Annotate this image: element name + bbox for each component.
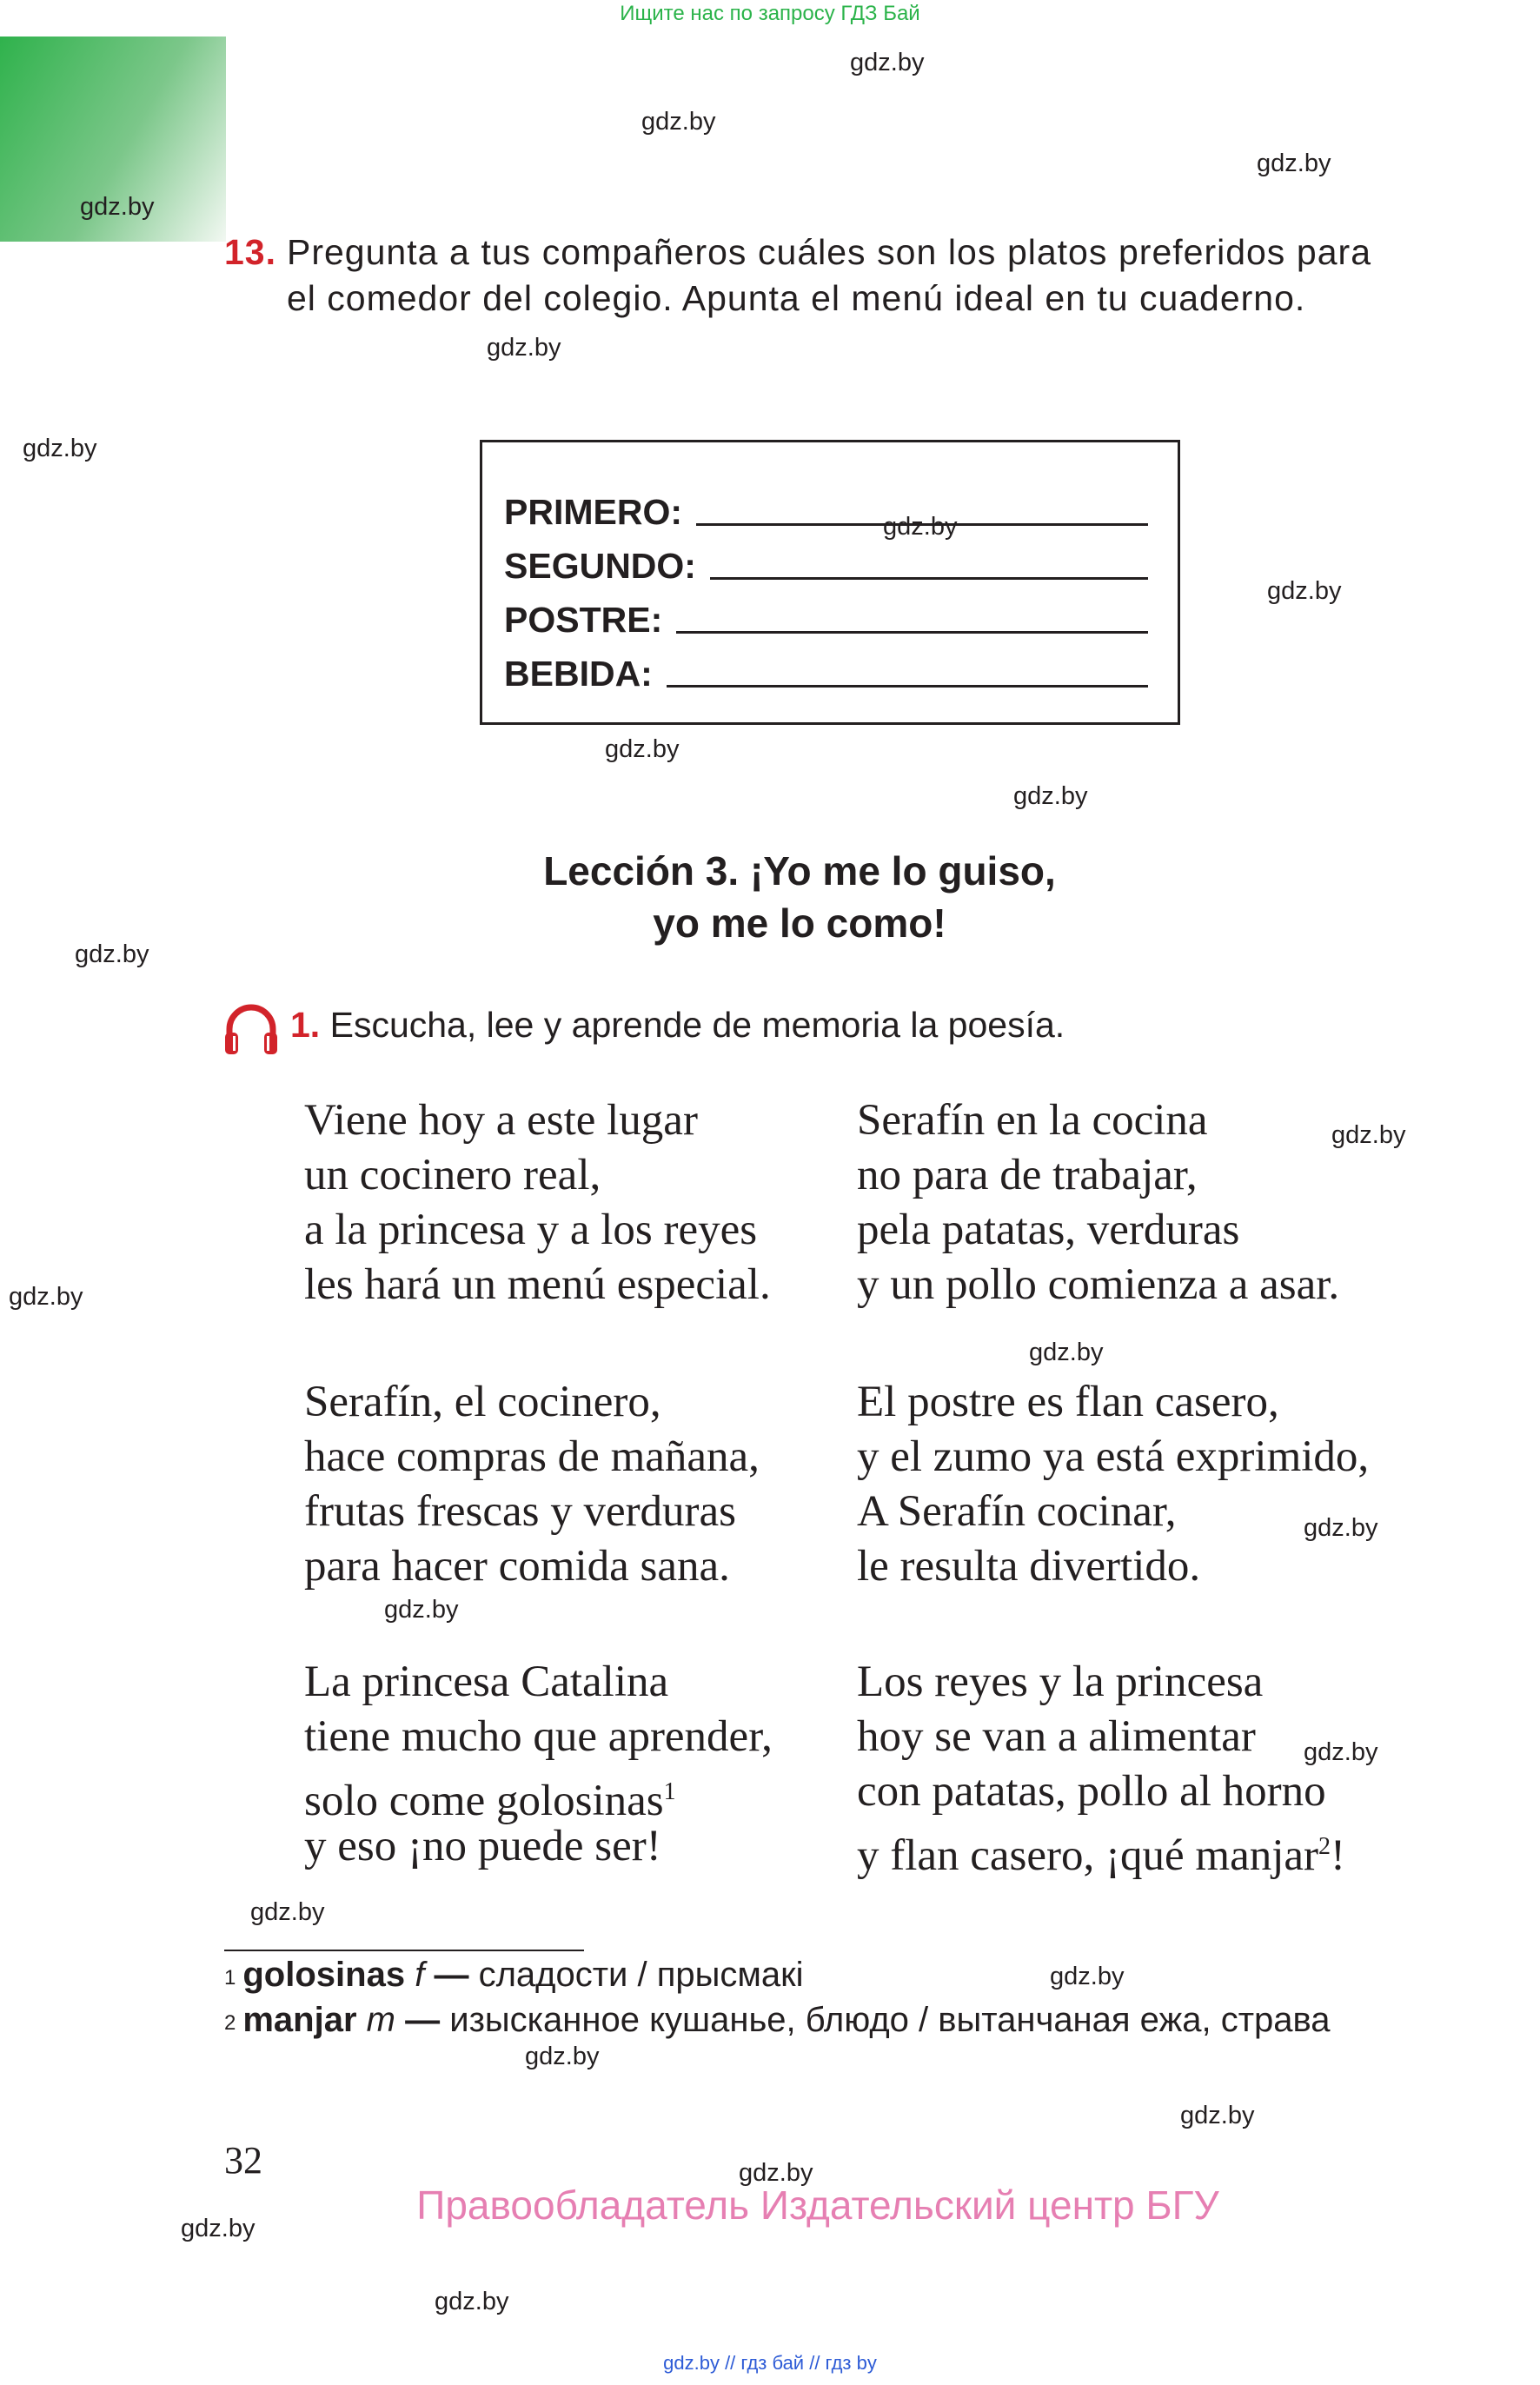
- poem-line: un cocinero real,: [304, 1151, 601, 1199]
- watermark: gdz.by: [1304, 1738, 1378, 1766]
- poem-line: El postre es flan casero,: [857, 1378, 1279, 1426]
- watermark: gdz.by: [435, 2288, 509, 2315]
- watermark: gdz.by: [739, 2159, 813, 2187]
- footnote-divider: [224, 1950, 584, 1951]
- poem-line-end: !: [1331, 1831, 1345, 1880]
- watermark: gdz.by: [1257, 149, 1331, 177]
- poem-line: tiene mucho que aprender,: [304, 1712, 773, 1761]
- watermark: gdz.by: [605, 735, 680, 763]
- poem-line: y el zumo ya está exprimido,: [857, 1432, 1370, 1481]
- menu-row-primero: [504, 481, 1148, 535]
- menu-label: SEGUNDO:: [504, 546, 696, 586]
- headphones-icon: [222, 1000, 280, 1057]
- poem-line: pela patatas, verduras: [857, 1206, 1240, 1254]
- poem-line: A Serafín cocinar,: [857, 1487, 1177, 1536]
- poem-line: y un pollo comienza a asar.: [857, 1260, 1340, 1309]
- lesson-title: [487, 845, 1112, 949]
- poem-stanza: [857, 1375, 1369, 1594]
- task-number: 13.: [224, 232, 276, 272]
- lesson-title-line-1: Lección 3. ¡Yo me lo guiso,: [543, 848, 1056, 894]
- footnote-1: [224, 1952, 1371, 1997]
- watermark: gdz.by: [1304, 1514, 1378, 1542]
- menu-label: PRIMERO:: [504, 492, 682, 532]
- watermark: gdz.by: [9, 1283, 83, 1311]
- poem-line: a la princesa y a los reyes: [304, 1206, 758, 1254]
- watermark: gdz.by: [850, 49, 925, 76]
- watermark: gdz.by: [1013, 782, 1088, 810]
- page-number: 32: [224, 2139, 262, 2182]
- poem-stanza: [857, 1093, 1339, 1312]
- poem-line: Serafín, el cocinero,: [304, 1378, 661, 1426]
- menu-label: POSTRE:: [504, 600, 663, 640]
- watermark: gdz.by: [487, 334, 561, 362]
- task-1: [290, 1005, 1065, 1046]
- footnote-translation: сладости / прысмакі: [478, 1956, 804, 1994]
- answer-line: [676, 631, 1148, 634]
- footer-links[interactable]: gdz.by // гдз бай // гдз by: [663, 2352, 877, 2374]
- rights-holder: Правообладатель Издательский центр БГУ: [416, 2182, 1219, 2228]
- footnote-gender: m: [366, 2001, 395, 2039]
- poem-line: Serafín en la cocina: [857, 1096, 1208, 1145]
- poem-line: hoy se van a alimentar: [857, 1712, 1256, 1761]
- answer-line: [667, 685, 1148, 688]
- menu-row-bebida: [504, 642, 1148, 696]
- watermark: gdz.by: [525, 2043, 600, 2070]
- watermark: gdz.by: [883, 513, 958, 541]
- footnote-mark: 1: [224, 1966, 236, 1990]
- watermark: gdz.by: [1331, 1121, 1406, 1149]
- poem-line: y eso ¡no puede ser!: [304, 1822, 661, 1870]
- footnote-ref: 2: [1318, 1833, 1331, 1860]
- watermark: gdz.by: [250, 1898, 325, 1926]
- poem-stanza: [304, 1093, 771, 1312]
- watermark: gdz.by: [384, 1596, 459, 1624]
- poem-line: Los reyes y la princesa: [857, 1658, 1264, 1706]
- poem-line-text: y flan casero, ¡qué manjar: [857, 1831, 1318, 1880]
- footnote-term: golosinas: [242, 1956, 406, 1994]
- footnote-term: manjar: [242, 2001, 357, 2039]
- poem-line: les hará un menú especial.: [304, 1260, 771, 1309]
- menu-row-segundo: [504, 535, 1148, 588]
- poem-line: le resulta divertido.: [857, 1542, 1201, 1591]
- footnote-gender: f: [415, 1956, 425, 1994]
- watermark: gdz.by: [641, 108, 716, 136]
- poem-line: hace compras de mañana,: [304, 1432, 760, 1481]
- poem-line: para hacer comida sana.: [304, 1542, 730, 1591]
- search-banner: Ищите нас по запросу ГДЗ Бай: [620, 2, 920, 25]
- poem-line: La princesa Catalina: [304, 1658, 669, 1706]
- task-text: Pregunta a tus compañeros cuáles son los platos preferidos para el comedor del colegio. Apunta el menú ideal en tu cuaderno.: [287, 232, 1371, 318]
- watermark: gdz.by: [1050, 1963, 1125, 1990]
- poem-line: Viene hoy a este lugar: [304, 1096, 698, 1145]
- poem-stanza: [857, 1655, 1345, 1880]
- answer-line: [696, 523, 1148, 526]
- menu-form-box: [480, 440, 1180, 725]
- poem-stanza: [304, 1375, 760, 1594]
- watermark: gdz.by: [1180, 2102, 1255, 2129]
- lesson-title-line-2: yo me lo como!: [653, 900, 946, 946]
- poem-line: [304, 1764, 773, 1825]
- poem-line: [857, 1819, 1345, 1880]
- menu-label: BEBIDA:: [504, 654, 653, 694]
- watermark: gdz.by: [23, 435, 97, 462]
- poem-line: no para de trabajar,: [857, 1151, 1198, 1199]
- poem-line: frutas frescas y verduras: [304, 1487, 737, 1536]
- menu-row-postre: [504, 588, 1148, 642]
- poem-stanza: [304, 1655, 773, 1874]
- footnote-dash: —: [405, 2001, 441, 2039]
- answer-line: [710, 577, 1148, 580]
- poem-line: con patatas, pollo al horno: [857, 1767, 1326, 1816]
- watermark: gdz.by: [1267, 577, 1342, 605]
- watermark: gdz.by: [80, 193, 155, 221]
- footnote-mark: 2: [224, 2011, 236, 2035]
- watermark: gdz.by: [75, 940, 149, 968]
- poem-line-text: solo come golosinas: [304, 1777, 664, 1825]
- watermark: gdz.by: [1029, 1339, 1104, 1366]
- watermark: gdz.by: [181, 2215, 256, 2242]
- task-13: [224, 229, 1371, 322]
- footnote-translation: изысканное кушанье, блюдо / вытанчаная ежа, страва: [449, 2001, 1331, 2039]
- footnote-2: [224, 1997, 1371, 2043]
- footnote-dash: —: [434, 1956, 469, 1994]
- footnote-ref: 1: [663, 1778, 676, 1805]
- task-text: Escucha, lee y aprende de memoria la poesía.: [329, 1005, 1065, 1045]
- task-number: 1.: [290, 1005, 321, 1045]
